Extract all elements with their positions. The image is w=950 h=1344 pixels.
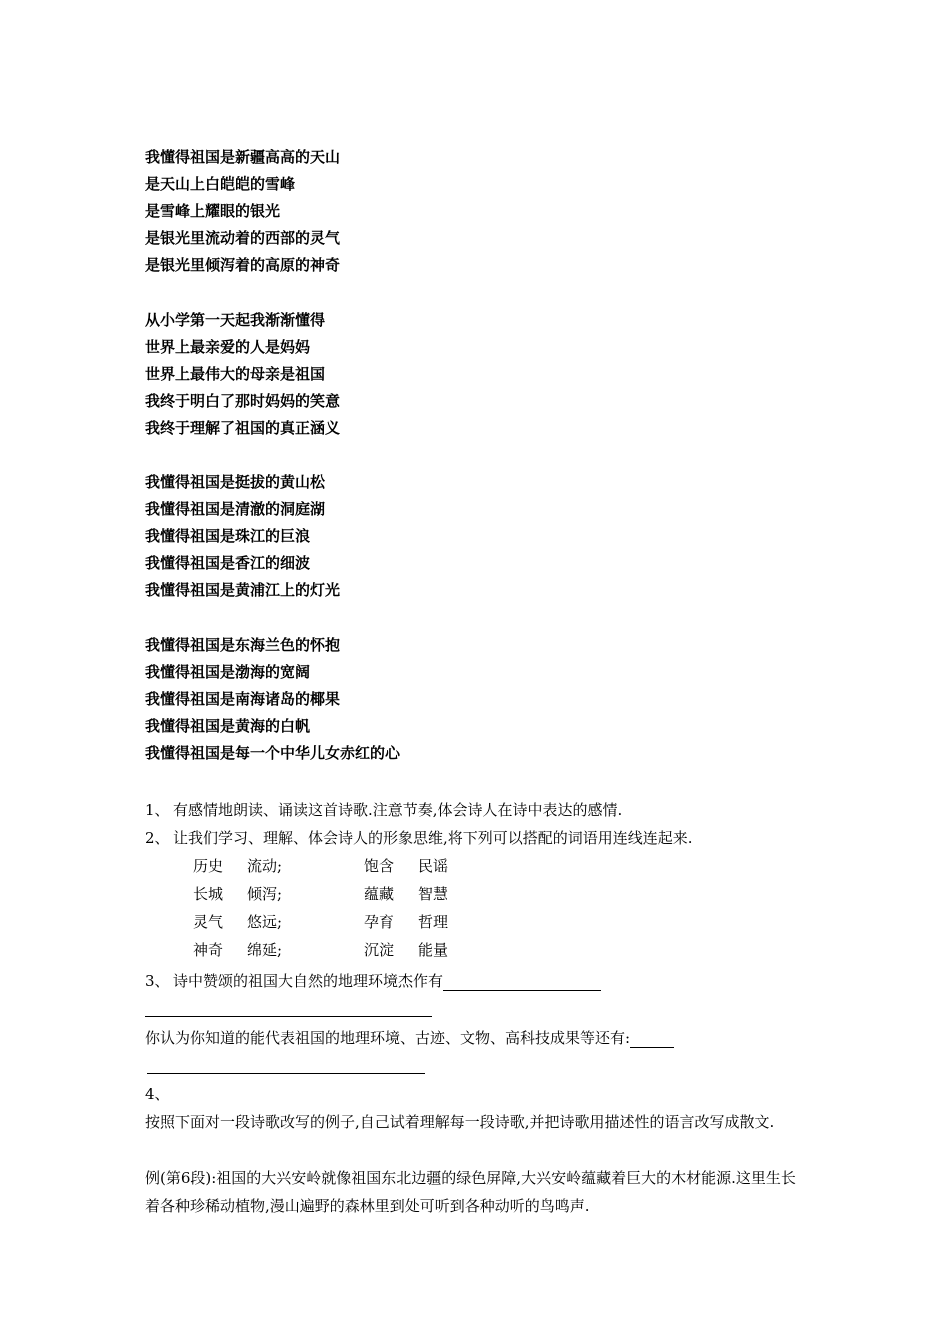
poem-line: 我终于明白了那时妈妈的笑意	[145, 392, 341, 410]
answer-line[interactable]	[147, 1073, 425, 1074]
question-number: 4、	[145, 1085, 170, 1103]
match-word: 长城	[193, 885, 224, 903]
question-number: 1、	[145, 801, 170, 819]
poem-line: 从小学第一天起我渐渐懂得	[145, 311, 326, 329]
match-word: 悠远;	[247, 913, 283, 931]
poem-stanza-4	[145, 632, 400, 767]
match-word: 孕育	[364, 913, 395, 931]
poem-line: 我懂得祖国是珠江的巨浪	[145, 527, 311, 545]
match-word: 民谣	[418, 857, 449, 875]
question-2	[145, 828, 693, 848]
poem-line: 我终于理解了祖国的真正涵义	[145, 419, 341, 437]
question-1	[145, 800, 622, 820]
poem-line: 我懂得祖国是黄海的白帆	[145, 717, 311, 735]
match-word: 流动;	[247, 857, 283, 875]
poem-line: 是银光里倾泻着的高原的神奇	[145, 256, 341, 274]
match-word: 神奇	[193, 941, 224, 959]
question-number: 3、	[145, 972, 170, 990]
poem-line: 我懂得祖国是南海诸岛的椰果	[145, 690, 341, 708]
match-word: 灵气	[193, 913, 224, 931]
match-word: 饱含	[364, 857, 395, 875]
poem-line: 我懂得祖国是清澈的洞庭湖	[145, 500, 326, 518]
question-4-text: 按照下面对一段诗歌改写的例子,自己试着理解每一段诗歌,并把诗歌用描述性的语言改写成散文.	[145, 1113, 775, 1131]
poem-line: 世界上最伟大的母亲是祖国	[145, 365, 326, 383]
match-word: 历史	[193, 857, 224, 875]
answer-blank[interactable]	[443, 972, 601, 991]
match-word: 倾泻;	[247, 885, 283, 903]
poem-stanza-2	[145, 307, 340, 442]
match-word: 绵延;	[247, 941, 283, 959]
poem-stanza-3	[145, 469, 340, 604]
question-number: 2、	[145, 829, 170, 847]
question-text: 有感情地朗读、诵读这首诗歌.注意节奏,体会诗人在诗中表达的感情.	[173, 801, 623, 819]
match-word: 哲理	[418, 913, 449, 931]
answer-line[interactable]	[145, 1016, 432, 1017]
poem-line: 是银光里流动着的西部的灵气	[145, 229, 341, 247]
poem-line: 世界上最亲爱的人是妈妈	[145, 338, 311, 356]
poem-line: 我懂得祖国是香江的细波	[145, 554, 311, 572]
poem-line: 我懂得祖国是东海兰色的怀抱	[145, 636, 341, 654]
question-3	[145, 971, 601, 991]
match-word: 智慧	[418, 885, 449, 903]
match-word: 蕴藏	[364, 885, 395, 903]
poem-line: 我懂得祖国是黄浦江上的灯光	[145, 581, 341, 599]
question-text: 让我们学习、理解、体会诗人的形象思维,将下列可以搭配的词语用连线连起来.	[173, 829, 693, 847]
question-4-example: 例(第6段):祖国的大兴安岭就像祖国东北边疆的绿色屏障,大兴安岭蕴藏着巨大的木材能源.这里生长着各种珍稀动植物,漫山遍野的森林里到处可听到各种动听的鸟鸣声.	[145, 1169, 796, 1215]
poem-line: 我懂得祖国是每一个中华儿女赤红的心	[145, 744, 401, 762]
poem-stanza-1	[145, 144, 340, 279]
question-text: 诗中赞颂的祖国大自然的地理环境杰作有	[173, 972, 444, 990]
question-4	[145, 1084, 173, 1104]
poem-line: 是雪峰上耀眼的银光	[145, 202, 281, 220]
question-text: 你认为你知道的能代表祖国的地理环境、古迹、文物、高科技成果等还有:	[145, 1029, 631, 1047]
question-3-followup	[145, 1028, 674, 1048]
poem-line: 是天山上白皑皑的雪峰	[145, 175, 296, 193]
match-word: 能量	[418, 941, 449, 959]
poem-line: 我懂得祖国是渤海的宽阔	[145, 663, 311, 681]
poem-line: 我懂得祖国是挺拔的黄山松	[145, 473, 326, 491]
answer-blank[interactable]	[630, 1029, 674, 1048]
poem-line: 我懂得祖国是新疆高高的天山	[145, 148, 341, 166]
match-word: 沉淀	[364, 941, 395, 959]
